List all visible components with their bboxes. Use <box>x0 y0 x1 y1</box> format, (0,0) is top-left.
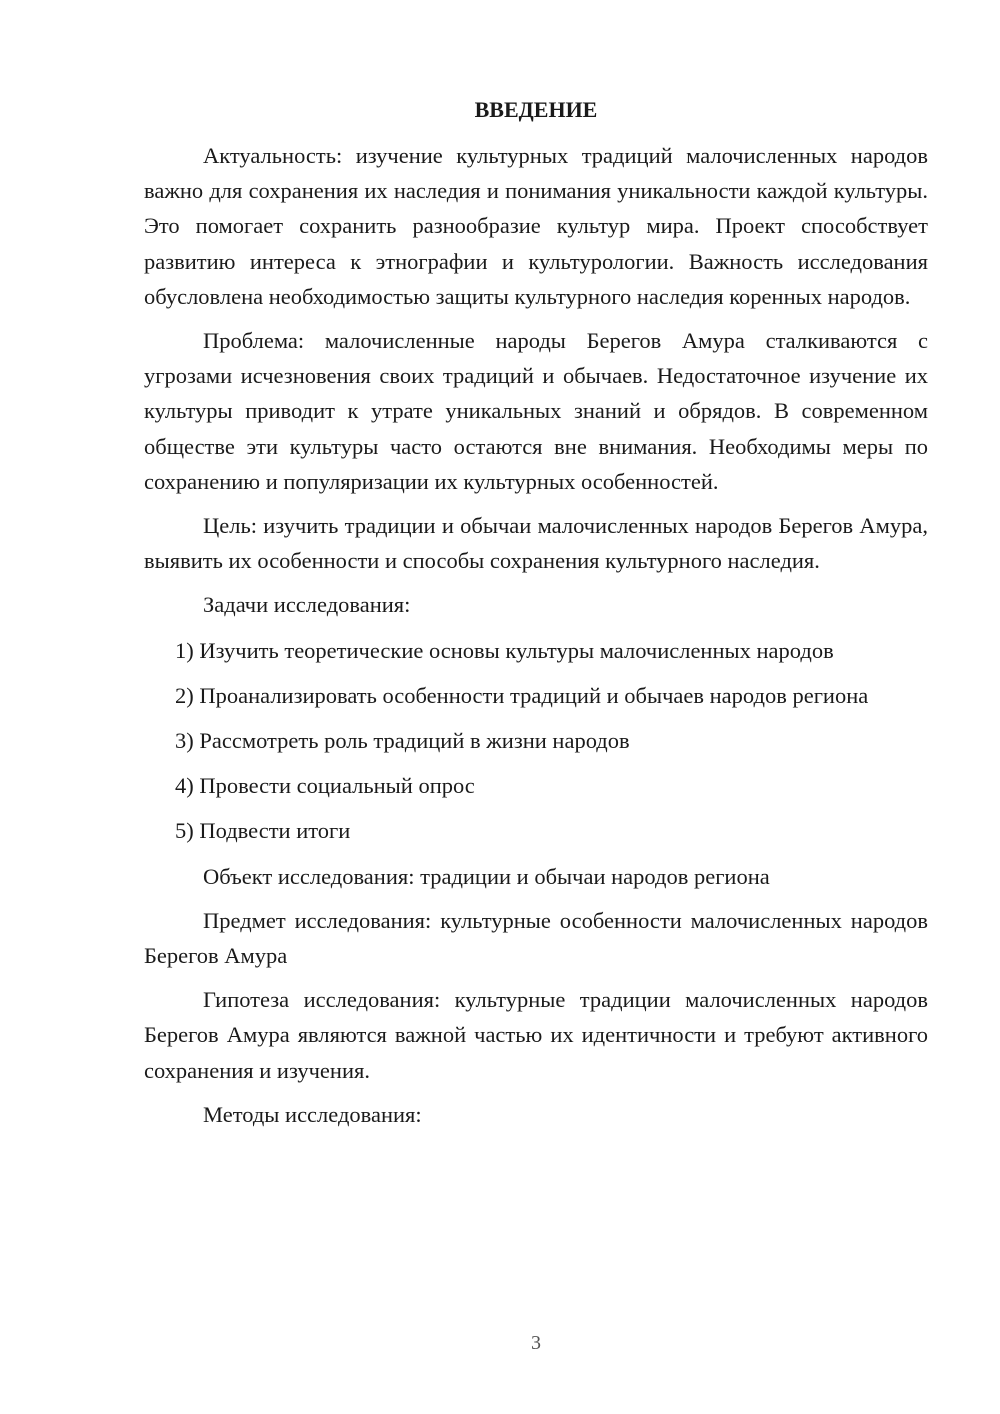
list-item: 2) Проанализировать особенности традиций и обычаев народов региона <box>175 682 869 708</box>
page-number: 3 <box>531 1332 541 1354</box>
section-title: ВВЕДЕНИЕ <box>474 97 598 122</box>
tasks-heading: Задачи исследования: <box>203 592 411 618</box>
goal-paragraph: Цель: изучить традиции и обычаи малочисленных народов Берегов Амура, выявить их особенности и способы сохранения культурного наследия. <box>144 513 928 574</box>
tasks-list <box>144 633 928 849</box>
list-item: 4) Провести социальный опрос <box>175 773 475 799</box>
list-item: 5) Подвести итоги <box>175 818 351 844</box>
problem-paragraph: Проблема: малочисленные народы Берегов Амура сталкиваются с угрозами исчезновения своих традиций и обычаев. Недостаточное изучение их культуры приводит к утрате уникальных знаний и обрядов. В современном обществе эти культуры часто остаются вне внимания. Необходимы меры по сохранению и популяризации их культурных особенностей. <box>144 328 928 494</box>
methods-heading: Методы исследования: <box>203 1101 422 1127</box>
page-content <box>144 94 928 1132</box>
subject-paragraph: Предмет исследования: культурные особенности малочисленных народов Берегов Амура <box>144 907 928 969</box>
list-item: 1) Изучить теоретические основы культуры малочисленных народов <box>175 637 834 663</box>
object-paragraph: Объект исследования: традиции и обычаи народов региона <box>203 863 770 889</box>
relevance-paragraph: Актуальность: изучение культурных традиций малочисленных народов важно для сохранения их наследия и понимания уникальности каждой культуры. Это помогает сохранить разнообразие культур мира. Проект способствует развитию интереса к этнографии и культурологии. Важность исследования обусловлена необходимостью защиты культурного наследия коренных народов. <box>144 143 928 309</box>
list-item: 3) Рассмотреть роль традиций в жизни народов <box>175 728 630 754</box>
hypothesis-paragraph: Гипотеза исследования: культурные традиции малочисленных народов Берегов Амура являются важной частью их идентичности и требуют активного сохранения и изучения. <box>144 987 928 1083</box>
